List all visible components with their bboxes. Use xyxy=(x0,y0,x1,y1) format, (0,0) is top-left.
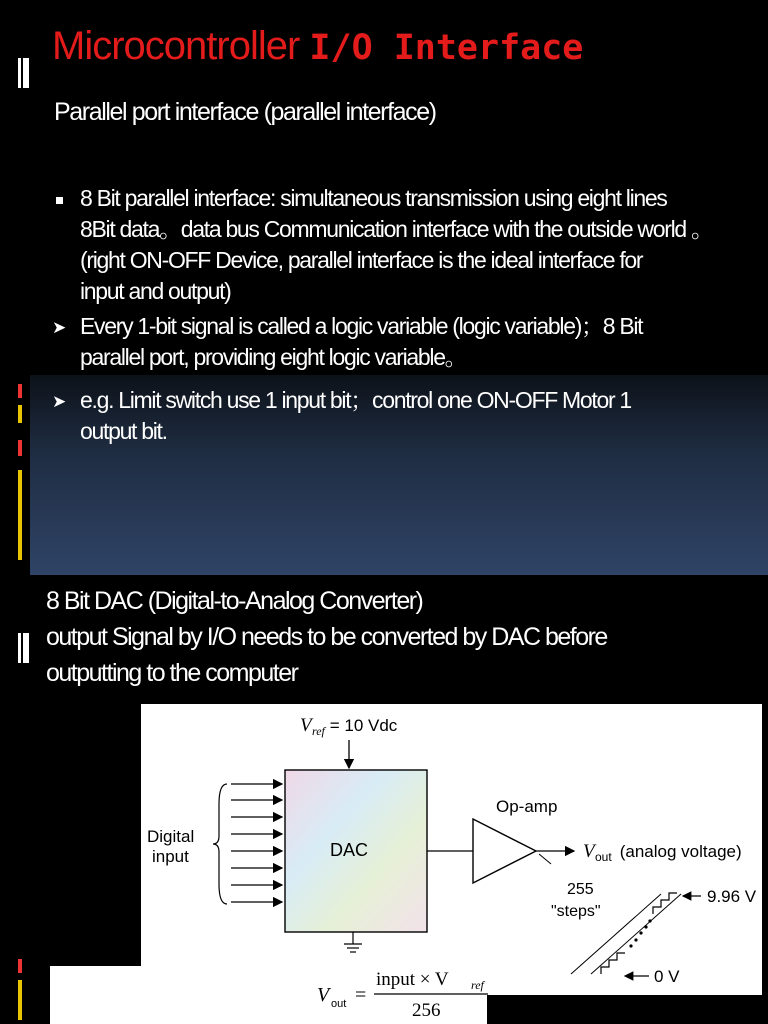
decor-mark xyxy=(18,58,21,88)
slide2-line-3: outputting to the computer xyxy=(46,659,298,687)
vout-label: V xyxy=(583,841,595,862)
slide2-line-1: 8 Bit DAC (Digital-to-Analog Converter) xyxy=(46,587,423,615)
bullet-3-line: output bit. xyxy=(80,418,167,444)
vref-label: V xyxy=(300,715,312,736)
low-voltage-label: 0 V xyxy=(654,967,680,986)
subtitle: Parallel port interface (parallel interface) xyxy=(54,98,436,126)
digital-input-label: Digital xyxy=(147,827,195,846)
decor-mark xyxy=(18,633,21,663)
bullet-2-line: parallel port, providing eight logic variable。 xyxy=(80,344,467,370)
decor-mark xyxy=(18,980,22,1020)
bullet-1-line: input and output) xyxy=(80,278,231,304)
formula-denominator: 256 xyxy=(412,1000,441,1021)
decor-mark xyxy=(18,384,22,398)
ground-icon xyxy=(344,944,362,952)
bullet-1-line: (right ON-OFF Device, parallel interface is the ideal interface for xyxy=(80,247,643,273)
vref-value: = 10 Vdc xyxy=(325,716,398,735)
decor-mark xyxy=(18,440,22,456)
formula-lhs: V xyxy=(317,984,330,1006)
input-arrows xyxy=(231,784,282,902)
staircase-low xyxy=(601,953,625,974)
steps-pointer xyxy=(539,854,551,864)
vout-sub: out xyxy=(595,850,612,864)
bullet-1 xyxy=(80,183,713,307)
arrow-bullet-icon: ➤ xyxy=(52,392,67,411)
vref-sub: ref xyxy=(312,724,325,738)
slide-title xyxy=(52,24,583,69)
steps-count: 255 xyxy=(567,881,594,898)
bullet-1-line: 8 Bit parallel interface: simultaneous transmission using eight lines xyxy=(80,185,667,211)
opamp-label: Op-amp xyxy=(496,797,558,816)
opamp-triangle-icon xyxy=(473,819,536,883)
decor-mark xyxy=(23,58,29,88)
arrow-bullet-icon: ➤ xyxy=(52,318,67,337)
bullet-3 xyxy=(80,385,631,447)
dac-diagram xyxy=(141,704,762,995)
decor-mark xyxy=(18,959,22,973)
formula xyxy=(300,963,500,1023)
formula-num-sub: ref xyxy=(471,978,484,992)
dac-label: DAC xyxy=(330,840,369,860)
input-brace xyxy=(213,784,227,904)
slide2-line-2: output Signal by I/O needs to be converted by DAC before xyxy=(46,623,607,651)
dac-diagram-svg xyxy=(141,704,762,995)
square-bullet-icon xyxy=(56,197,63,204)
formula-numerator: input × V xyxy=(376,969,449,990)
bullet-3-line: e.g. Limit switch use 1 input bit；control one ON-OFF Motor 1 xyxy=(80,387,631,413)
staircase-high xyxy=(653,893,677,914)
decor-mark xyxy=(18,470,22,560)
formula-eq: = xyxy=(355,984,367,1006)
bullet-2 xyxy=(80,311,642,373)
steps-label: "steps" xyxy=(551,903,601,920)
high-voltage-label: 9.96 V xyxy=(707,887,757,906)
ramp-line xyxy=(591,894,681,974)
bullet-1-line: 8Bit data。data bus Communication interface with the outside world 。 xyxy=(80,216,713,242)
vout-desc: (analog voltage) xyxy=(615,842,742,861)
bullet-2-line: Every 1-bit signal is called a logic variable (logic variable)；8 Bit xyxy=(80,313,643,339)
title-part-sans: Microcontroller xyxy=(52,24,300,68)
decor-mark xyxy=(23,633,29,663)
formula-lhs-sub: out xyxy=(331,998,347,1010)
decor-mark xyxy=(18,405,22,423)
title-part-mono: I/O Interface xyxy=(309,28,584,68)
digital-input-label-2: input xyxy=(152,847,189,866)
slide-2 xyxy=(0,575,768,1024)
